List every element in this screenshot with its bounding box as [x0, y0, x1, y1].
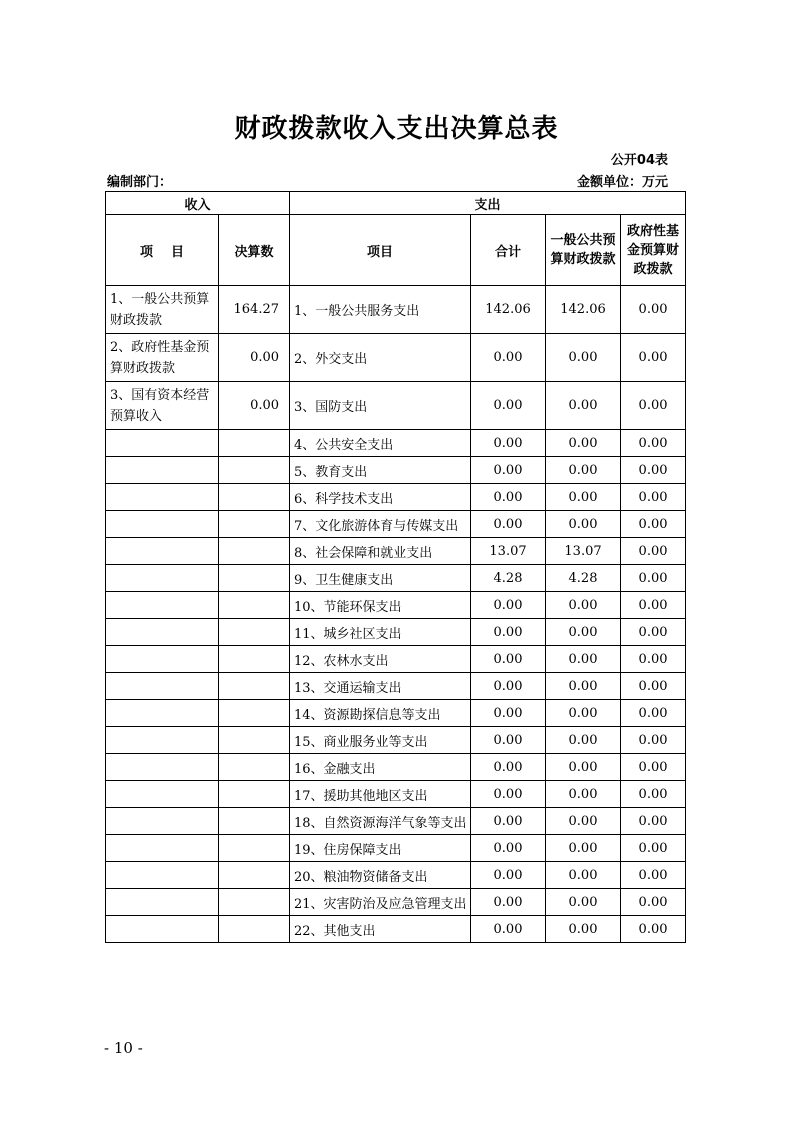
- total-cell: 0.00: [471, 700, 546, 727]
- total-cell: 0.00: [471, 430, 546, 457]
- income-item-cell: [106, 754, 219, 781]
- expense-item-header: 项目: [290, 215, 471, 286]
- general-budget-cell: 0.00: [546, 382, 621, 430]
- income-value-cell: [219, 619, 290, 646]
- gov-fund-cell: 0.00: [621, 700, 686, 727]
- gov-fund-cell: 0.00: [621, 382, 686, 430]
- table-row: [106, 727, 686, 754]
- income-item-cell: [106, 538, 219, 565]
- expense-item-cell: 4、公共安全支出: [290, 430, 471, 457]
- income-value-cell: [219, 835, 290, 862]
- unit-label: 金额单位：万元: [576, 175, 668, 190]
- table-row: [106, 619, 686, 646]
- table-row: [106, 673, 686, 700]
- gov-fund-cell: 0.00: [621, 334, 686, 382]
- income-item-cell: [106, 862, 219, 889]
- general-budget-cell: 142.06: [546, 286, 621, 334]
- gov-fund-cell: 0.00: [621, 565, 686, 592]
- income-item-cell: [106, 781, 219, 808]
- general-budget-cell: 0.00: [546, 430, 621, 457]
- income-value-cell: [219, 700, 290, 727]
- income-value-cell: [219, 862, 290, 889]
- general-budget-cell: 0.00: [546, 808, 621, 835]
- table-row: [106, 511, 686, 538]
- expense-item-cell: 10、节能环保支出: [290, 592, 471, 619]
- total-cell: 0.00: [471, 457, 546, 484]
- gov-fund-cell: 0.00: [621, 646, 686, 673]
- expense-item-cell: 7、文化旅游体育与传媒支出: [290, 511, 471, 538]
- income-item-cell: [106, 619, 219, 646]
- total-cell: 0.00: [471, 382, 546, 430]
- gov-fund-cell: 0.00: [621, 754, 686, 781]
- total-cell: 0.00: [471, 835, 546, 862]
- income-item-cell: [106, 673, 219, 700]
- expense-item-cell: 19、住房保障支出: [290, 835, 471, 862]
- expense-item-cell: 21、灾害防治及应急管理支出: [290, 889, 471, 916]
- table-row: [106, 835, 686, 862]
- expense-item-cell: 9、卫生健康支出: [290, 565, 471, 592]
- final-amount-header: 决算数: [219, 215, 290, 286]
- total-cell: 0.00: [471, 727, 546, 754]
- general-budget-cell: 4.28: [546, 565, 621, 592]
- gov-fund-cell: 0.00: [621, 484, 686, 511]
- income-value-cell: [219, 511, 290, 538]
- income-item-cell: [106, 835, 219, 862]
- income-value-cell: [219, 781, 290, 808]
- total-cell: 0.00: [471, 862, 546, 889]
- income-item-cell: [106, 916, 219, 943]
- general-budget-cell: 0.00: [546, 484, 621, 511]
- income-item-cell: [106, 646, 219, 673]
- table-row: [106, 862, 686, 889]
- expense-item-cell: 6、科学技术支出: [290, 484, 471, 511]
- general-budget-cell: 0.00: [546, 592, 621, 619]
- income-item-cell: [106, 700, 219, 727]
- general-budget-cell: 0.00: [546, 916, 621, 943]
- income-item-header: 项 目: [106, 215, 219, 286]
- general-budget-cell: 0.00: [546, 457, 621, 484]
- income-header: 收入: [106, 192, 290, 215]
- income-value-cell: [219, 538, 290, 565]
- gov-fund-header: 政府性基金预算财政拨款: [621, 215, 686, 286]
- income-item-cell: [106, 484, 219, 511]
- expense-item-cell: 1、一般公共服务支出: [290, 286, 471, 334]
- expense-item-cell: 17、援助其他地区支出: [290, 781, 471, 808]
- general-budget-cell: 0.00: [546, 511, 621, 538]
- expense-item-cell: 22、其他支出: [290, 916, 471, 943]
- income-value-cell: [219, 484, 290, 511]
- total-header: 合计: [471, 215, 546, 286]
- expense-item-cell: 16、金融支出: [290, 754, 471, 781]
- general-budget-cell: 0.00: [546, 754, 621, 781]
- table-row: [106, 565, 686, 592]
- expense-item-cell: 18、自然资源海洋气象等支出: [290, 808, 471, 835]
- gov-fund-cell: 0.00: [621, 538, 686, 565]
- gov-fund-cell: 0.00: [621, 916, 686, 943]
- table-row: [106, 808, 686, 835]
- income-item-cell: [106, 565, 219, 592]
- group-header-row: [106, 192, 686, 215]
- total-cell: 0.00: [471, 916, 546, 943]
- total-cell: 0.00: [471, 619, 546, 646]
- income-item-cell: [106, 511, 219, 538]
- gov-fund-cell: 0.00: [621, 457, 686, 484]
- gov-fund-cell: 0.00: [621, 835, 686, 862]
- compiler-label: 编制部门：: [107, 175, 173, 190]
- total-cell: 142.06: [471, 286, 546, 334]
- income-value-cell: 0.00: [219, 334, 290, 382]
- table-row: [106, 592, 686, 619]
- expense-item-cell: 13、交通运输支出: [290, 673, 471, 700]
- table-row: [106, 484, 686, 511]
- income-value-cell: [219, 592, 290, 619]
- gov-fund-cell: 0.00: [621, 619, 686, 646]
- income-value-cell: [219, 727, 290, 754]
- column-header-row: [106, 215, 686, 286]
- total-cell: 0.00: [471, 889, 546, 916]
- income-value-cell: [219, 916, 290, 943]
- table-row: [106, 538, 686, 565]
- total-cell: 0.00: [471, 592, 546, 619]
- income-value-cell: 164.27: [219, 286, 290, 334]
- income-value-cell: [219, 457, 290, 484]
- expense-item-cell: 20、粮油物资储备支出: [290, 862, 471, 889]
- table-row: [106, 286, 686, 334]
- general-budget-cell: 0.00: [546, 835, 621, 862]
- gov-fund-cell: 0.00: [621, 286, 686, 334]
- income-item-cell: [106, 808, 219, 835]
- table-row: [106, 700, 686, 727]
- total-cell: 0.00: [471, 673, 546, 700]
- expense-item-cell: 12、农林水支出: [290, 646, 471, 673]
- income-value-cell: [219, 808, 290, 835]
- income-value-cell: [219, 565, 290, 592]
- total-cell: 0.00: [471, 334, 546, 382]
- table-row: [106, 781, 686, 808]
- total-cell: 13.07: [471, 538, 546, 565]
- expense-item-cell: 3、国防支出: [290, 382, 471, 430]
- page-number: - 10 -: [104, 1039, 143, 1057]
- income-value-cell: [219, 889, 290, 916]
- general-budget-cell: 0.00: [546, 889, 621, 916]
- income-value-cell: [219, 673, 290, 700]
- gov-fund-cell: 0.00: [621, 430, 686, 457]
- general-budget-cell: 0.00: [546, 700, 621, 727]
- gov-fund-cell: 0.00: [621, 727, 686, 754]
- table-row: [106, 754, 686, 781]
- gov-fund-cell: 0.00: [621, 673, 686, 700]
- expense-item-cell: 15、商业服务业等支出: [290, 727, 471, 754]
- income-item-cell: [106, 889, 219, 916]
- table-row: [106, 430, 686, 457]
- table-row: [106, 646, 686, 673]
- total-cell: 0.00: [471, 808, 546, 835]
- expense-header: 支出: [290, 192, 686, 215]
- gov-fund-cell: 0.00: [621, 511, 686, 538]
- gov-fund-cell: 0.00: [621, 592, 686, 619]
- income-item-cell: 1、一般公共预算财政拨款: [106, 286, 219, 334]
- expense-item-cell: 5、教育支出: [290, 457, 471, 484]
- income-item-cell: [106, 457, 219, 484]
- general-budget-cell: 0.00: [546, 727, 621, 754]
- general-budget-cell: 13.07: [546, 538, 621, 565]
- table-number: 公开04表: [610, 153, 668, 168]
- fiscal-appropriation-table: [105, 191, 686, 943]
- table-row: [106, 382, 686, 430]
- income-item-cell: [106, 430, 219, 457]
- total-cell: 0.00: [471, 511, 546, 538]
- general-budget-cell: 0.00: [546, 781, 621, 808]
- table-row: [106, 457, 686, 484]
- total-cell: 0.00: [471, 646, 546, 673]
- income-value-cell: [219, 430, 290, 457]
- expense-item-cell: 8、社会保障和就业支出: [290, 538, 471, 565]
- total-cell: 0.00: [471, 754, 546, 781]
- general-budget-cell: 0.00: [546, 862, 621, 889]
- gov-fund-cell: 0.00: [621, 862, 686, 889]
- general-budget-cell: 0.00: [546, 334, 621, 382]
- page-title: 财政拨款收入支出决算总表: [234, 114, 559, 144]
- total-cell: 0.00: [471, 781, 546, 808]
- gov-fund-cell: 0.00: [621, 781, 686, 808]
- expense-item-cell: 2、外交支出: [290, 334, 471, 382]
- income-value-cell: 0.00: [219, 382, 290, 430]
- income-item-cell: [106, 592, 219, 619]
- general-budget-cell: 0.00: [546, 646, 621, 673]
- income-item-cell: 3、国有资本经营预算收入: [106, 382, 219, 430]
- income-value-cell: [219, 754, 290, 781]
- total-cell: 0.00: [471, 484, 546, 511]
- expense-item-cell: 11、城乡社区支出: [290, 619, 471, 646]
- income-item-cell: [106, 727, 219, 754]
- income-item-cell: 2、政府性基金预算财政拨款: [106, 334, 219, 382]
- gov-fund-cell: 0.00: [621, 808, 686, 835]
- table-row: [106, 334, 686, 382]
- total-cell: 4.28: [471, 565, 546, 592]
- general-budget-cell: 0.00: [546, 673, 621, 700]
- income-value-cell: [219, 646, 290, 673]
- expense-item-cell: 14、资源勘探信息等支出: [290, 700, 471, 727]
- table-row: [106, 889, 686, 916]
- general-budget-header: 一般公共预算财政拨款: [546, 215, 621, 286]
- gov-fund-cell: 0.00: [621, 889, 686, 916]
- general-budget-cell: 0.00: [546, 619, 621, 646]
- table-row: [106, 916, 686, 943]
